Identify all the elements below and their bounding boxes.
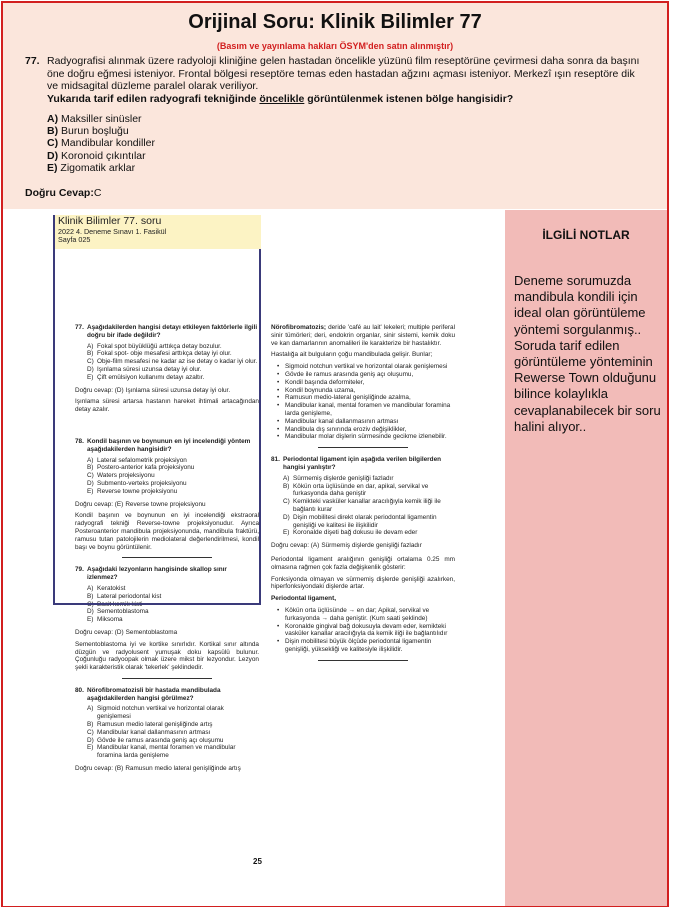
divider xyxy=(122,678,212,679)
option-c: C) Mandibular kondiller xyxy=(47,137,155,150)
notes-title: İLGİLİ NOTLAR xyxy=(542,228,630,242)
book-question-77: 77. Aşağıdakilerden hangisi detayı etkileyen faktörlerle ilgili doğru bir ifade değildir? A) Fokal spot büyüklüğü arttıkça detay bozulur. B) Fokal spot- obje mesafesi arttıkça detay iyi olur. C) Obje-film mesafesi ne kadar az ise detay o kadar iyi olur. D) Işınlama süresi uzunsa detay iyi olur. E) Çift emülsiyon kullanımı detayı azaltır. Doğru cevap: (D) Işınlama süresi uzunsa detay iyi olur. Işınlama süresi artarsa hastanın hareket ihtimali artacağından detay azalır. xyxy=(75,324,259,414)
answer-options xyxy=(47,113,155,174)
divider xyxy=(318,447,408,448)
divider xyxy=(318,660,408,661)
page-title: Orijinal Soru: Klinik Bilimler 77 xyxy=(188,11,482,33)
page-number: 25 xyxy=(253,857,262,866)
copyright-notice: (Basım ve yayınlama hakları ÖSYM'den satın alınmıştır) xyxy=(216,41,454,51)
option-a: A) Maksiller sinüsler xyxy=(47,113,142,125)
question-panel xyxy=(3,3,667,209)
book-question-80: 80. Nörofibromatozisli bir hastada mandibulada aşağıdakilerden hangisi görülmez? A) Sigmoid notchun vertikal ve horizontal olarak genişlemesi B) Ramusun medio lateral genişliğinde artış C) Mandibular kanal dallanmasının artması D) Gövde ile ramus arasında geniş açı oluşumu E) Mandibular kanal, mental foramen ve mandibular foramina larda genişleme Doğru cevap: (B) Ramusun medio lateral genişliğinde artış xyxy=(75,686,241,773)
highlight-frame xyxy=(53,215,261,605)
option-d: D) Koronoid çıkıntılar xyxy=(47,149,146,162)
option-b: B) Burun boşluğu xyxy=(47,125,129,138)
question-ask: Yukarıda tarif edilen radyografi tekniğinde öncelikle görüntülenmek istenen bölge hangisidir? xyxy=(47,93,514,105)
question-stem: Radyografisi alınmak üzere radyoloji kliniğine gelen hastadan öncelikle yüzünü film reseptörüne çevirmesi daha sonra da başını öne doğru eğmesi isteniyor. Frontal bölgesi reseptöre temas eden hastadan ağzını açması isteniyor. Merkezî ışın reseptöre dik ve midsagital düzleme paralel olarak veriliyor. xyxy=(47,55,640,93)
notes-text: Deneme sorumuzda mandibula kondili için ideal olan görüntüleme yöntemi sorgulanmış.. Soruda tarif edilen görüntüleme yönteminin Rewerse Town olduğunu bilince kolaylıkla cevaplanabilecek bir soru halini alıyor.. xyxy=(514,273,661,434)
correct-answer: Doğru Cevap:C xyxy=(25,187,102,199)
notes-panel xyxy=(505,210,667,906)
source-label: Klinik Bilimler 77. soru 2022 4. Deneme Sınavı 1. Fasikül Sayfa 025 xyxy=(55,215,261,249)
book-right-column: Nörofibromatozis; deride 'café au lait' lekeleri; multiple periferal sinir tümörleri; deri, endokrin organlar, sinir sistemi, kemik doku ve kan damarlarının anomalileri ile karakterize bir hastalıktır. Hastalığa ait bulguların çoğu mandibulada gelişir. Bunlar; • Sigmoid notchun vertikal ve horizontal olarak genişlemesi • Gövde ile ramus arasında geniş açı oluşumu, • Kondil başında deformiteler, • Kondil boynunda uzama, • Ramusun medio-lateral genişliğinde azalma, • Mandibular kanal, mental foramen ve mandibular foramina larda genişleme, • Mandibular kanal dallanmasının artması • Mandibula dış sınırında eroziv değişiklikler, • Mandibular molar dişlerin sürmesinde gecikme izlenebilir. 81. Periodontal ligament için aşağıda verilen bilgilerden hangisi yanlıştır? A) Sürmemiş dişlerde genişliği fazladır B) Kökün orta üçlüsünde en dar, apikal, servikal ve furkasyonda daha geniştir C) Kemikteki vasküler kanallar aracılığıyla kemik iliği ile bağlantı kurar D) Dişin mobilitesi direkt olarak periodontal ligamentin genişliği ve kalitesi ile ilişkilidir E) Koronalde dişeti bağ dokusu ile devam eder Doğru cevap: (A) Sürmemiş dişlerde genişliği fazladır Periodontal ligament aralığının genişliği ortalama 0.25 mm olmasına rağmen çok fazla değişkenlik gösterir: Fonksiyonda olmayan ve sürmemiş dişlerde genişliği azalırken, hiperfonksiyondaki dişlerde artar. Periodontal ligament, • Kökün orta üçlüsünde → en dar; Apikal, servikal ve furkasyonda → daha geniştir. (Kum saati şeklinde) • Koronalde gingival bağ dokusuyla devam eder, kemikteki vasküler kanallar aracılığıyla da kemik iliği ile bağlantılıdır • Dişin mobilitesi büyük ölçüde periodontal ligamentin genişliği, yüksekliği ve kalitesiyle ilişkilidir. xyxy=(271,324,455,669)
question-ask-underlined: öncelikle xyxy=(259,93,305,105)
option-e: E) Zigomatik arklar xyxy=(47,161,136,174)
book-question-78: 78. Kondil başının ve boynunun en iyi incelendiği yöntem aşağıdakilerden hangisidir? A) Lateral sefalometrik projeksiyon B) Postero-anterior kafa projeksiyonu C) Waters projeksiyonu D) Submento-verteks projeksiyonu E) Reverse towne projeksiyonu Doğru cevap: (E) Reverse towne projeksiyonu Kondil başının ve boynunun en iyi incelendiği ekstraoral radyografi tekniği Reverse-towne projeksiyonudur. Ayrıca Posteroanterior mandibula projeksiyonunda, mandibula fraktürü, ramusu tutan patolojilerin mediolateral değerlendirilmesi, kondil başı ve boynu görüntülenir. xyxy=(75,437,259,551)
question-number: 77. xyxy=(25,55,40,67)
book-question-81: 81. Periodontal ligament için aşağıda verilen bilgilerden hangisi yanlıştır? A) Sürmemiş dişlerde genişliği fazladır B) Kökün orta üçlüsünde en dar, apikal, servikal ve furkasyonda daha geniştir C) Kemikteki vasküler kanallar aracılığıyla kemik iliği ile bağlantı kurar D) Dişin mobilitesi direkt olarak periodontal ligamentin genişliği ve kalitesi ile ilişkilidir E) Koronalde dişeti bağ dokusu ile devam eder Doğru cevap: (A) Sürmemiş dişlerde genişliği fazladır xyxy=(271,456,442,550)
book-question-79: 79. Aşağıdaki lezyonların hangisinde skallop sınır izlenmez? A) Keratokist B) Lateral periodontal kist C) Basit kemik kisti D) Sementoblastoma E) Miksoma Doğru cevap: (D) Sementoblastoma Sementoblastoma iyi ve kortike sınırlıdır. Kortikal sınır altında düzgün ve radyolusent yumuşak doku kapsülü bulunur. Çoğunluğu radyoopak olmak üzere mikst bir lezyondur. Lezyon şekli karakteristik olarak 'tekerlek' şeklindedir. xyxy=(75,566,259,672)
